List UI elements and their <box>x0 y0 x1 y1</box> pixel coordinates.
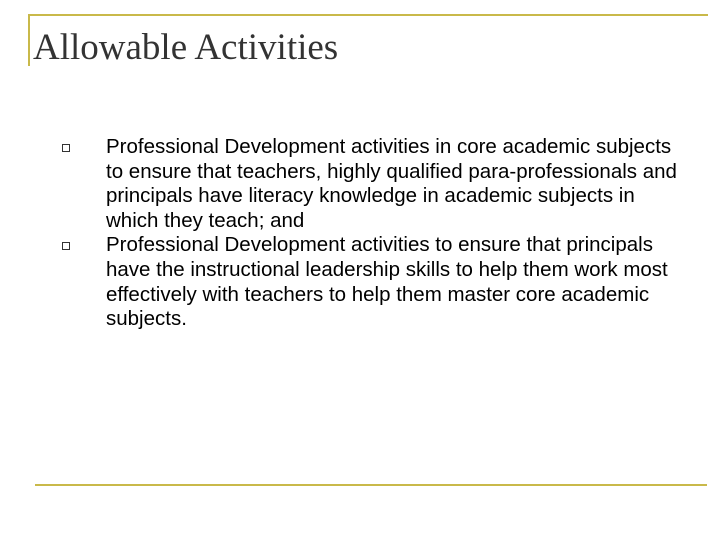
bullet-text: Professional Development activities to ensure that principals have the instructional leadership skills to help them work most effectively with teachers to help them master core academic subjects. <box>106 233 668 331</box>
hollow-square-bullet-icon <box>62 144 70 152</box>
bullet-item <box>62 135 692 233</box>
title-top-rule <box>28 14 708 16</box>
bottom-rule <box>35 484 707 486</box>
bullet-list <box>62 135 692 332</box>
slide-title: Allowable Activities <box>33 27 339 68</box>
hollow-square-bullet-icon <box>62 242 70 250</box>
bullet-text: Professional Development activities in core academic subjects to ensure that teachers, highly qualified para-professionals and principals have literacy knowledge in academic subjects in which they teach; and <box>106 135 677 232</box>
title-left-rule <box>28 14 30 66</box>
bullet-item <box>62 233 692 331</box>
